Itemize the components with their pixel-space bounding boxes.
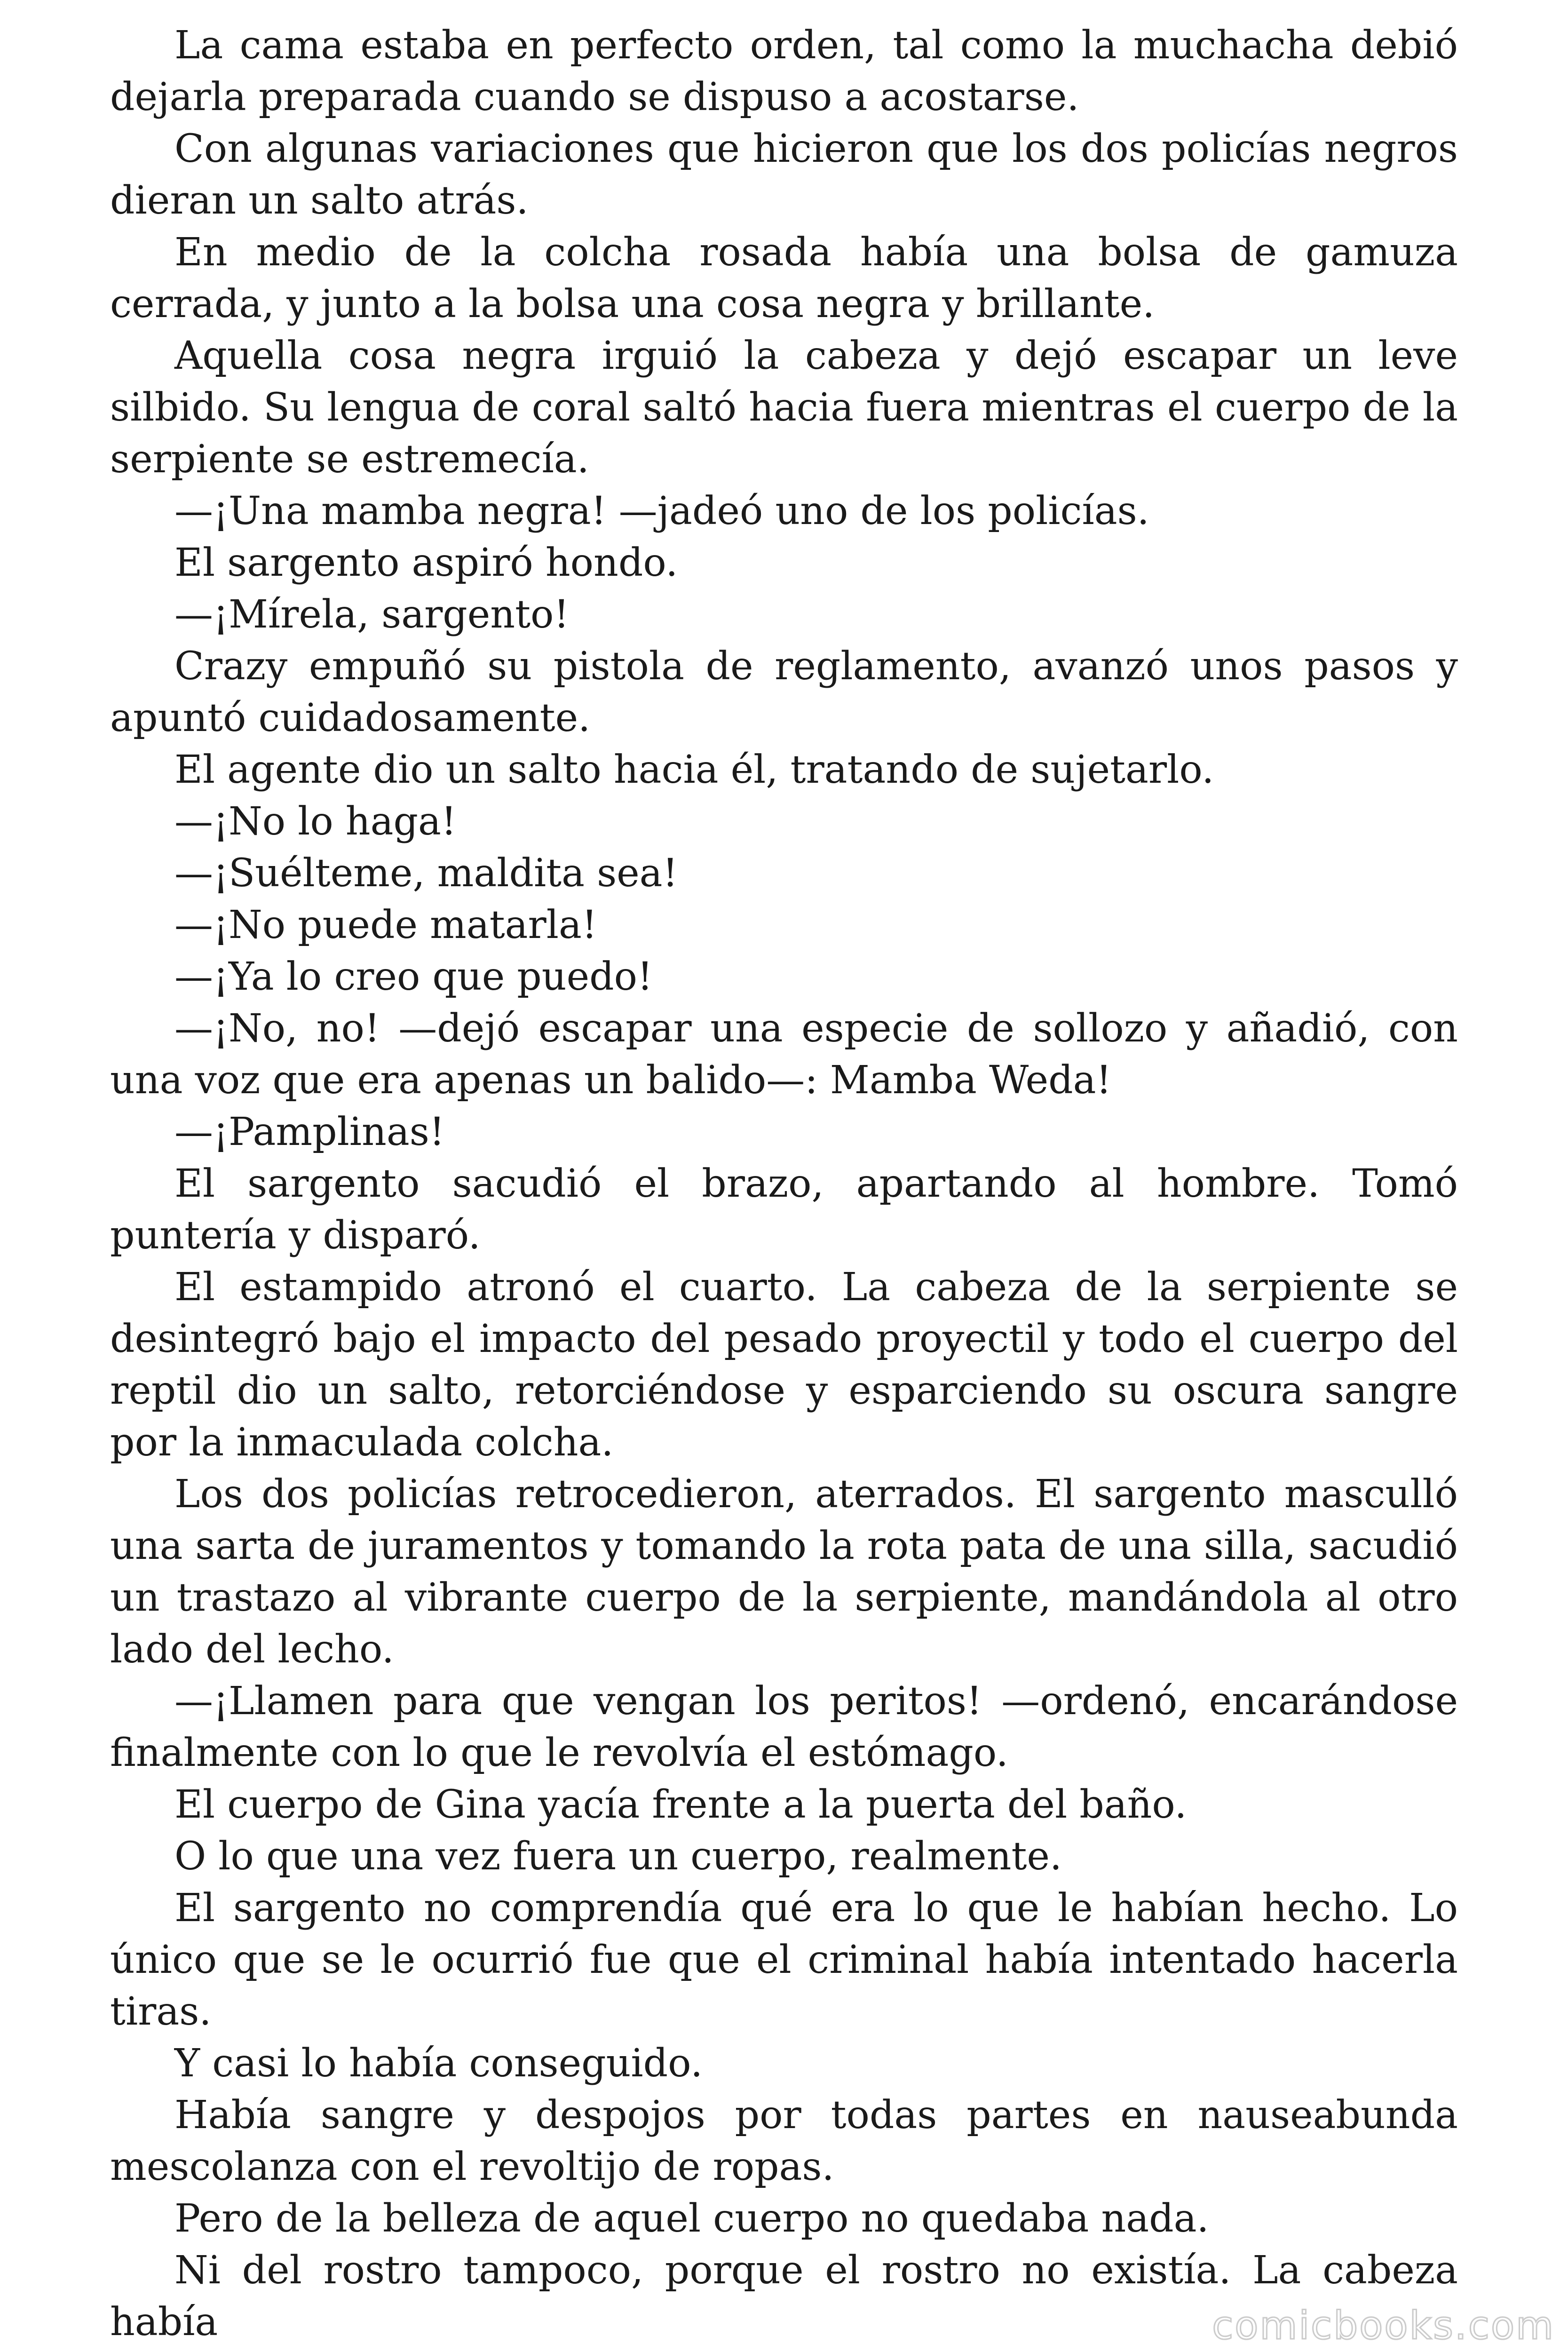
- page-body: [110, 20, 1458, 2348]
- paragraph: El cuerpo de Gina yacía frente a la puerta del baño.: [174, 1782, 1187, 1827]
- paragraph: En medio de la colcha rosada había una bolsa de gamuza cerrada, y junto a la bolsa una cosa negra y brillante.: [110, 230, 1458, 326]
- paragraph: Pero de la belleza de aquel cuerpo no quedaba nada.: [174, 2196, 1209, 2241]
- paragraph: El sargento sacudió el brazo, apartando al hombre. Tomó puntería y disparó.: [110, 1161, 1458, 1258]
- paragraph: El agente dio un salto hacia él, tratando de sujetarlo.: [174, 747, 1214, 792]
- paragraph: Aquella cosa negra irguió la cabeza y dejó escapar un leve silbido. Su lengua de coral saltó hacia fuera mientras el cuerpo de la serpiente se estremecía.: [110, 334, 1458, 482]
- paragraph: —¡No, no! —dejó escapar una especie de sollozo y añadió, con una voz que era apenas un balido—: Mamba Weda!: [110, 1006, 1458, 1103]
- paragraph: —¡No puede matarla!: [174, 903, 597, 947]
- paragraph: —¡Pamplinas!: [174, 1110, 445, 1154]
- paragraph: —¡Suélteme, maldita sea!: [174, 851, 678, 896]
- paragraph: —¡Una mamba negra! —jadeó uno de los policías.: [174, 489, 1149, 533]
- paragraph: La cama estaba en perfecto orden, tal como la muchacha debió dejarla preparada cuando se dispuso a acostarse.: [110, 23, 1458, 119]
- paragraph: Ni del rostro tampoco, porque el rostro no existía. La cabeza había: [110, 2248, 1458, 2344]
- paragraph: O lo que una vez fuera un cuerpo, realmente.: [174, 1834, 1062, 1879]
- paragraph: El sargento aspiró hondo.: [174, 540, 678, 585]
- watermark: comicbooks.com: [1212, 2304, 1555, 2348]
- paragraph: —¡Ya lo creo que puedo!: [174, 954, 653, 999]
- paragraph: Y casi lo había conseguido.: [174, 2041, 703, 2086]
- paragraph: Con algunas variaciones que hicieron que los dos policías negros dieran un salto atrás.: [110, 127, 1458, 223]
- paragraph: El estampido atronó el cuarto. La cabeza de la serpiente se desintegró bajo el impacto del pesado proyectil y todo el cuerpo del reptil dio un salto, retorciéndose y esparciendo su oscura sangre por la inmaculada colcha.: [110, 1265, 1458, 1465]
- paragraph: —¡Mírela, sargento!: [174, 592, 570, 637]
- paragraph: Crazy empuñó su pistola de reglamento, avanzó unos pasos y apuntó cuidadosamente.: [110, 644, 1458, 740]
- paragraph: —¡Llamen para que vengan los peritos! —ordenó, encarándose finalmente con lo que le revolvía el estómago.: [110, 1679, 1458, 1775]
- paragraph: Había sangre y despojos por todas partes en nauseabunda mescolanza con el revoltijo de ropas.: [110, 2093, 1458, 2189]
- paragraph: El sargento no comprendía qué era lo que le habían hecho. Lo único que se le ocurrió fue que el criminal había intentado hacerla tiras.: [110, 1886, 1458, 2034]
- paragraph: Los dos policías retrocedieron, aterrados. El sargento masculló una sarta de juramentos y tomando la rota pata de una silla, sacudió un trastazo al vibrante cuerpo de la serpiente, mandándola al otro lado del lecho.: [110, 1472, 1458, 1672]
- paragraph: —¡No lo haga!: [174, 799, 457, 844]
- text-block: [110, 20, 1458, 2348]
